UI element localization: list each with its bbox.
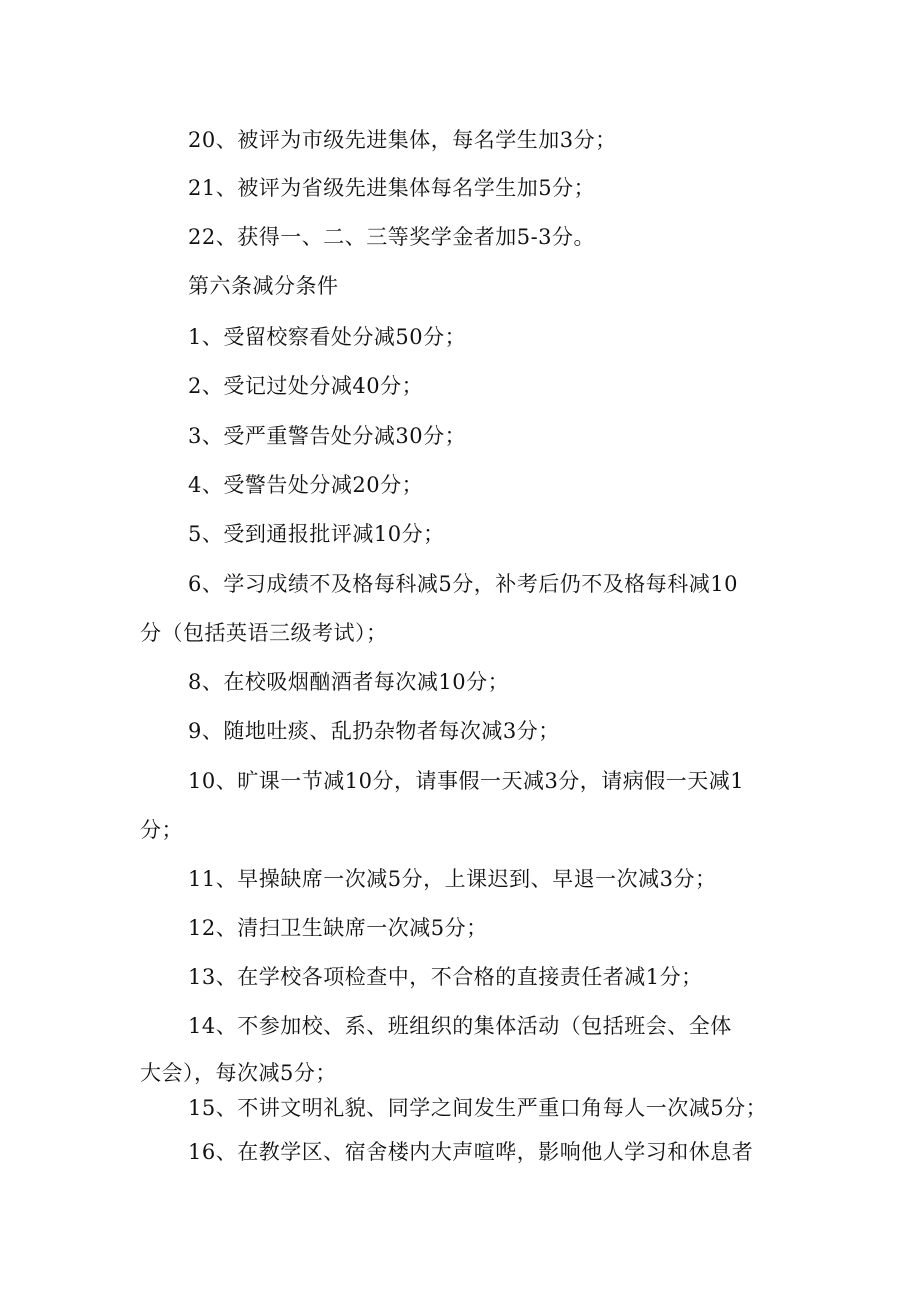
text-line-deduction-16: 16、在教学区、宿舍楼内大声喧哗，影响他人学习和休息者 <box>188 1140 754 1164</box>
text-line-item-20: 20、被评为市级先进集体，每名学生加3分； <box>188 128 617 152</box>
text-line-deduction-14-cont: 大会），每次减5分； <box>140 1061 337 1085</box>
text-line-deduction-1: 1、受留校察看处分减50分； <box>188 325 467 349</box>
text-line-item-22: 22、获得一、二、三等奖学金者加5-3分。 <box>188 225 596 249</box>
text-line-deduction-12: 12、清扫卫生缺席一次减5分； <box>188 916 488 940</box>
text-line-deduction-6: 6、学习成绩不及格每科减5分，补考后仍不及格每科减10 <box>188 572 738 596</box>
text-line-deduction-10-cont: 分； <box>140 818 183 842</box>
text-line-deduction-3: 3、受严重警告处分减30分； <box>188 424 467 448</box>
text-line-deduction-10: 10、旷课一节减10分，请事假一天减3分，请病假一天减1 <box>188 769 745 793</box>
text-line-deduction-9: 9、随地吐痰、乱扔杂物者每次减3分； <box>188 719 560 743</box>
text-line-deduction-15: 15、不讲文明礼貌、同学之间发生严重口角每人一次减5分； <box>188 1096 768 1120</box>
text-line-deduction-4: 4、受警告处分减20分； <box>188 473 424 497</box>
text-line-deduction-2: 2、受记过处分减40分； <box>188 374 424 398</box>
text-line-item-21: 21、被评为省级先进集体每名学生加5分； <box>188 176 596 200</box>
text-line-deduction-11: 11、早操缺席一次减5分，上课迟到、早退一次减3分； <box>188 867 717 891</box>
section-heading-article-6: 第六条减分条件 <box>188 274 339 298</box>
text-line-deduction-8: 8、在校吸烟酗酒者每次减10分； <box>188 670 510 694</box>
text-line-deduction-14: 14、不参加校、系、班组织的集体活动（包括班会、全体 <box>188 1014 732 1038</box>
text-line-deduction-5: 5、受到通报批评减10分； <box>188 522 445 546</box>
text-line-deduction-13: 13、在学校各项检查中，不合格的直接责任者减1分； <box>188 965 703 989</box>
text-line-deduction-6-cont: 分（包括英语三级考试）； <box>140 621 388 645</box>
